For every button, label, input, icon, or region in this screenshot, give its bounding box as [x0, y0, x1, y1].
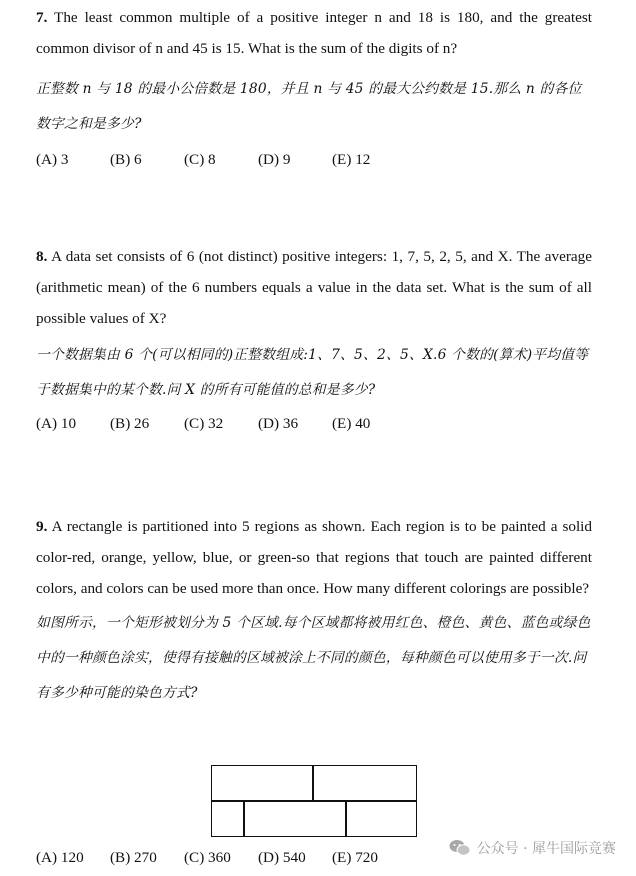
choice-d: (D) 540: [258, 849, 306, 866]
choice-c: (C) 360: [184, 849, 231, 866]
choice-c: (C) 8: [184, 151, 216, 168]
problem-9-chinese: 如图所示，一个矩形被划分为 5 个区域.每个区域都将被用红色、橙色、黄色、蓝色或绿色中的一种颜色涂实，使得有接触的区域被涂上不同的颜色，每种颜色可以使用多于一次.问有多少种可能的染色方式?: [36, 615, 591, 701]
problem-8-choices: [36, 410, 592, 438]
top-vertical-divider: [312, 766, 314, 801]
choice-e: (E) 40: [332, 415, 371, 432]
choice-b: (B) 26: [110, 415, 150, 432]
bottom-right-divider: [345, 801, 347, 837]
choice-e: (E) 720: [332, 849, 378, 866]
problem-9-number: 9.: [36, 518, 48, 535]
choice-a: (A) 3: [36, 151, 69, 168]
partition-rectangle-diagram: [211, 765, 417, 837]
choice-d: (D) 9: [258, 151, 291, 168]
watermark-text: 公众号 · 犀牛国际竞赛: [476, 841, 616, 857]
problem-9-english-text: A rectangle is partitioned into 5 regions as shown. Each region is to be painted a solid color-red, orange, yellow, blue, or green-so that regions that touch are painted different colors, and colors can be used more than once. How many different colorings are possible?: [36, 518, 592, 597]
choice-b: (B) 6: [110, 151, 142, 168]
problem-8: [36, 241, 592, 438]
problem-8-number: 8.: [36, 248, 48, 265]
bottom-left-divider: [243, 801, 245, 837]
problem-7-english-text: The least common multiple of a positive integer n and 18 is 180, and the greatest common divisor of n and 45 is 15. What is the sum of the digits of n?: [36, 9, 592, 57]
problem-9-choices: [36, 844, 406, 872]
choice-a: (A) 10: [36, 415, 77, 432]
problem-9-english: [36, 511, 592, 604]
problem-9: [36, 511, 592, 711]
choice-d: (D) 36: [258, 415, 299, 432]
problem-7-choices: [36, 146, 592, 174]
problem-8-english: [36, 241, 592, 334]
watermark: [449, 838, 616, 858]
choice-a: (A) 120: [36, 849, 84, 866]
problem-7-chinese: 正整数 n 与 18 的最小公倍数是 180，并且 n 与 45 的最大公约数是 15.那么 n 的各位数字之和是多少?: [36, 81, 582, 132]
problem-8-english-text: A data set consists of 6 (not distinct) positive integers: 1, 7, 5, 2, 5, and X. The average (arithmetic mean) of the 6 numbers equals a value in the data set. What is the sum of all possible values of X?: [36, 248, 592, 327]
problem-8-chinese: 一个数据集由 6 个(可以相同的)正整数组成:1、7、5、2、5、X.6 个数的(算术)平均值等于数据集中的某个数.问 X 的所有可能值的总和是多少?: [36, 347, 589, 398]
problem-7-number: 7.: [36, 9, 48, 26]
wechat-icon: [449, 839, 471, 857]
problem-7: [36, 2, 592, 174]
choice-e: (E) 12: [332, 151, 371, 168]
choice-c: (C) 32: [184, 415, 224, 432]
choice-b: (B) 270: [110, 849, 157, 866]
problem-7-english: [36, 2, 592, 64]
